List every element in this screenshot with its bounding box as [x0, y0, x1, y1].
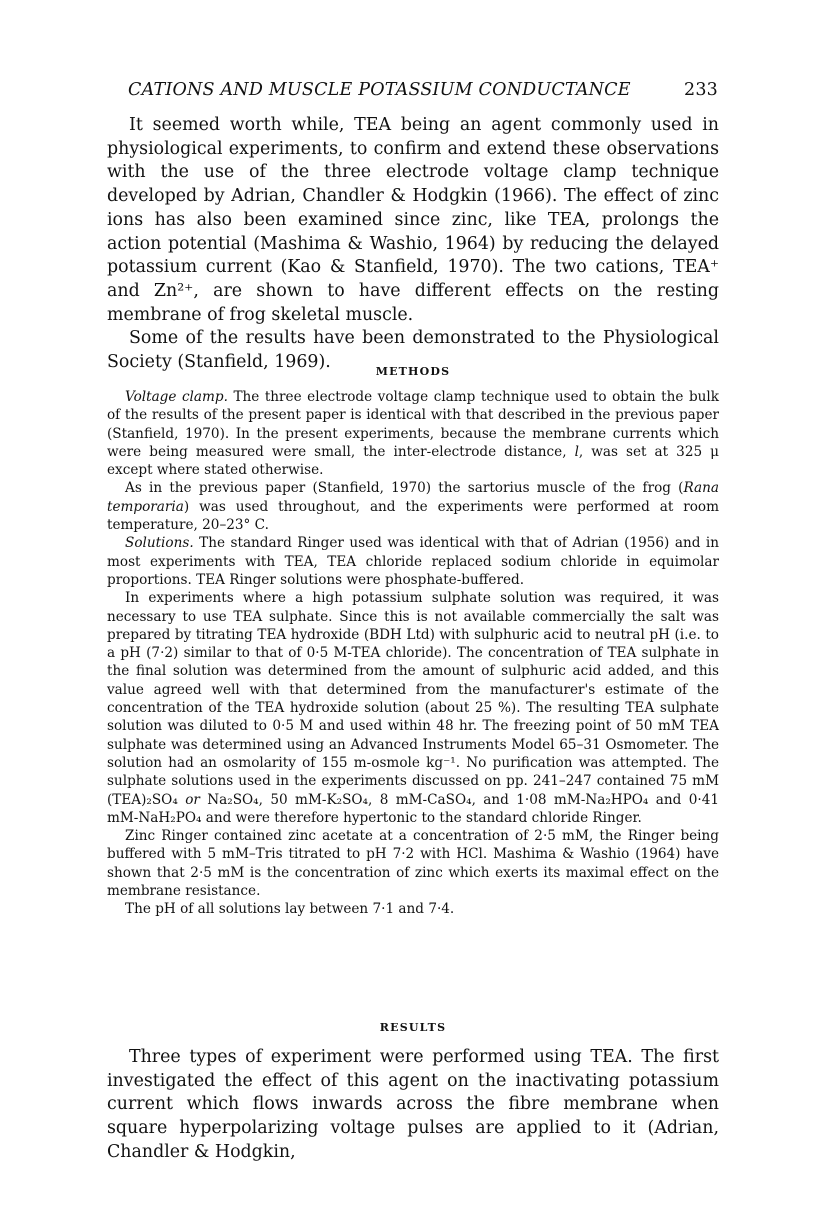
- methods-solutions-paragraph: [107, 534, 719, 589]
- voltage-clamp-text-end: , was set at 325 μ except where stated otherwise.: [107, 443, 719, 479]
- voltage-clamp-text: The three electrode voltage clamp technique used to obtain the bulk of the results of the present paper is identical with that described in the previous paper (Stanfield, 1970). In the present experiments, because the membrane currents which were being measured were small, the inter-electrode distance,: [107, 389, 719, 460]
- solutions-label: Solutions.: [125, 535, 194, 552]
- intro-paragraph-1: It seemed worth while, TEA being an agent commonly used in physiological experiments, to confirm and extend these observations with the use of the three electrode voltage clamp technique developed by Adrian, Chandler & Hodgkin (1966). The effect of zinc ions has also been examined since zinc, like TEA, prolongs the action potential (Mashima & Washio, 1964) by reducing the delayed potassium current (Kao & Stanfield, 1970). The two cations, TEA⁺ and Zn²⁺, are shown to have different effects on the resting membrane of frog skeletal muscle.: [107, 115, 719, 325]
- running-head: [128, 80, 718, 100]
- tea-sulphate-text: In experiments where a high potassium sulphate solution was required, it was necessary to use TEA sulphate. Since this is not available commercially the salt was prepared by titrating TEA hydroxide (BDH Ltd) with sulphuric acid to neutral pH (i.e. to a pH (7·2) similar to that of 0·5 M-TEA chloride). The concentration of TEA sulphate in the final solution was determined from the amount of sulphuric acid added, and this value agreed well with that determined from the manufacturer's estimate of the concentration of the TEA hydroxide solution (about 25 %). The resulting TEA sulphate solution was diluted to 0·5 M and used within 48 hr. The freezing point of 50 mM TEA sulphate was determined using an Advanced Instruments Model 65–31 Osmometer. The solution had an osmolarity of 155 m-osmole kg⁻¹. No purification was attempted. The sulphate solutions used in the experiments discussed on pp. 241–247 contained 75 mM (TEA)₂SO₄: [107, 590, 719, 808]
- results-heading: RESULTS: [379, 1021, 447, 1034]
- methods-voltage-clamp-paragraph: [107, 388, 719, 479]
- methods-preparation-paragraph: [107, 479, 719, 534]
- methods-tea-sulphate-paragraph: [107, 589, 719, 827]
- methods-zinc-paragraph: Zinc Ringer contained zinc acetate at a concentration of 2·5 mM, the Ringer being buffered with 5 mM–Tris titrated to pH 7·2 with HCl. Mashima & Washio (1964) have shown that 2·5 mM is the concentration of zinc which exerts its maximal effect on the membrane resistance.: [107, 828, 719, 900]
- species-name: Rana temporaria: [107, 480, 719, 515]
- methods-ph-paragraph: The pH of all solutions lay between 7·1 and 7·4.: [125, 901, 455, 918]
- methods-heading: METHODS: [375, 365, 451, 378]
- results-paragraph-1: Three types of experiment were performed using TEA. The first investigated the effect of this agent on the inactivating potassium current which flows inwards across the fibre membrane when square hyperpolarizing voltage pulses are applied to it (Adrian, Chandler & Hodgkin,: [107, 1047, 719, 1162]
- page-number: 233: [683, 80, 718, 100]
- intro-section: [107, 114, 719, 375]
- methods-section: [107, 388, 719, 919]
- preparation-text-end: ) was used throughout, and the experiments were performed at room temperature, 20–23° C.: [107, 498, 719, 534]
- or-italic: or: [185, 791, 200, 808]
- intro-paragraph-2: Some of the results have been demonstrated to the Physiological Society (Stanfield, 1969).: [107, 328, 719, 373]
- preparation-text: As in the previous paper (Stanfield, 1970) the sartorius muscle of the frog (: [125, 480, 684, 497]
- running-head-title: CATIONS AND MUSCLE POTASSIUM CONDUCTANCE: [128, 80, 631, 100]
- inter-electrode-variable: l: [574, 443, 579, 460]
- tea-sulphate-text-end: Na₂SO₄, 50 mM-K₂SO₄, 8 mM-CaSO₄, and 1·08 mM-Na₂HPO₄ and 0·41 mM-NaH₂PO₄ and were therefore hypertonic to the standard chloride Ringer.: [107, 791, 720, 826]
- voltage-clamp-label: Voltage clamp.: [125, 389, 228, 405]
- solutions-text: The standard Ringer used was identical with that of Adrian (1956) and in most experiments with TEA, TEA chloride replaced sodium chloride in equimolar proportions. TEA Ringer solutions were phosphate-buffered.: [107, 535, 719, 588]
- results-section: [107, 1046, 719, 1165]
